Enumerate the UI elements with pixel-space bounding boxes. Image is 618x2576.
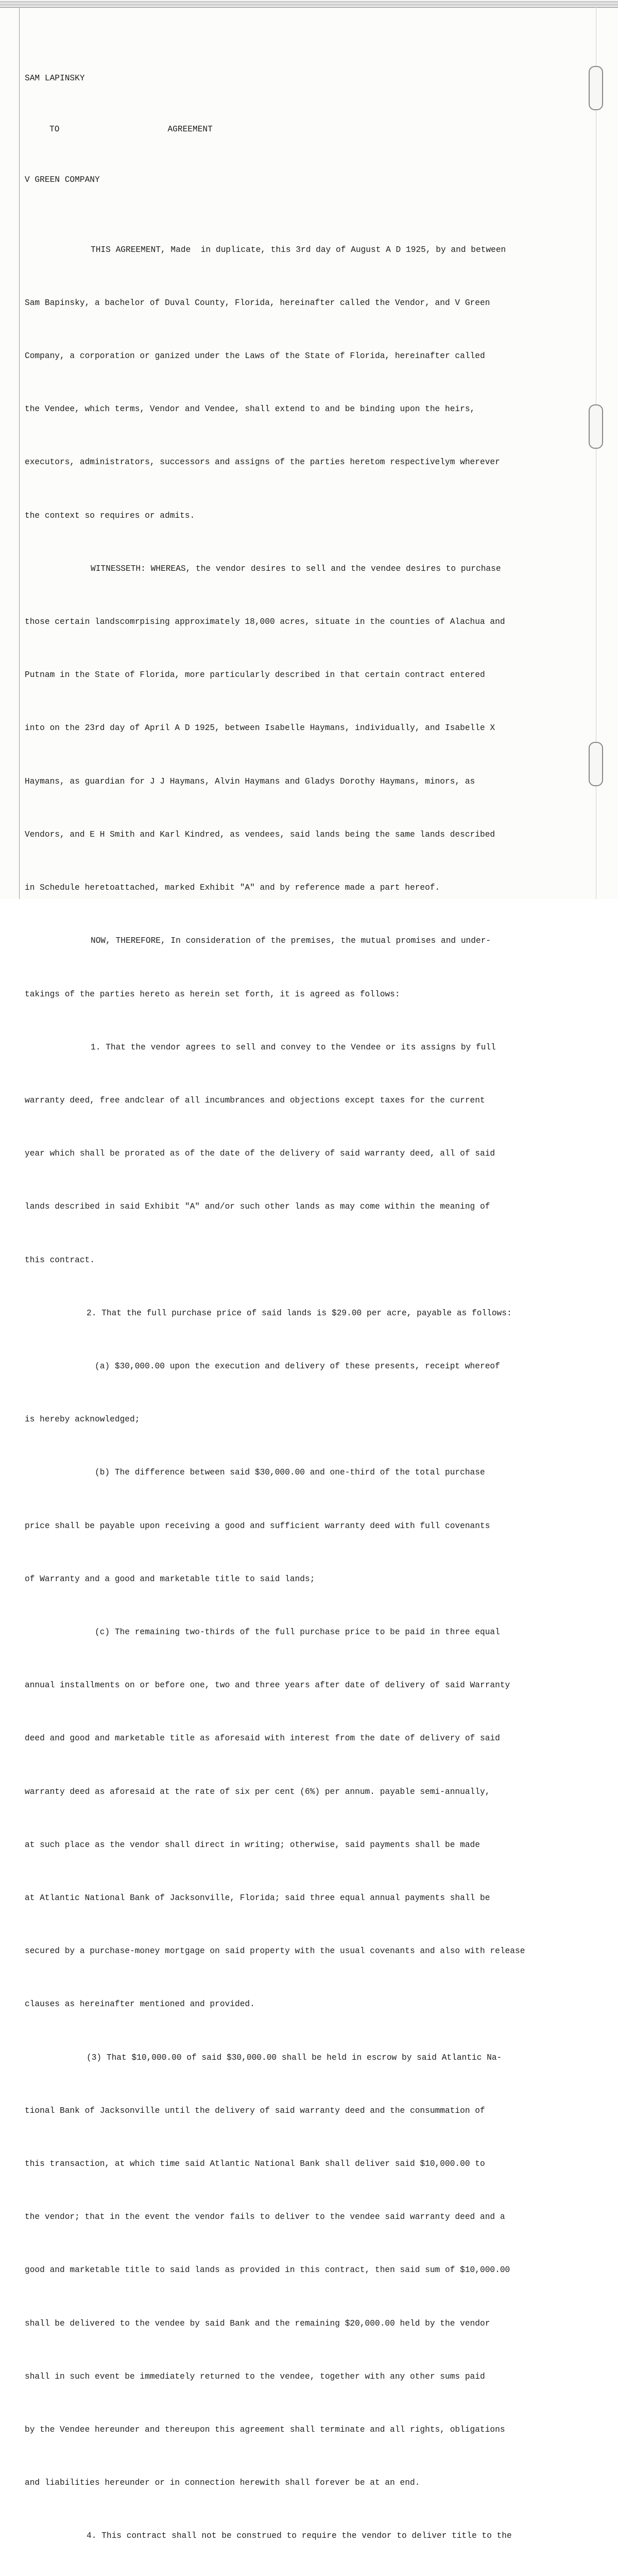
top-edge-band [0,0,618,8]
text-line: (c) The remaining two-thirds of the full purchase price to be paid in three equal [95,1627,500,1637]
text-line: Haymans, as guardian for J J Haymans, Alvin Haymans and Gladys Dorothy Haymans, minors, as [25,776,475,786]
text-line: at such place as the vendor shall direct in writing; otherwise, said payments shall be made [25,1840,480,1850]
text-line: of Warranty and a good and marketable title to said lands; [25,1574,315,1584]
text-line: annual installments on or before one, two and three years after date of delivery of said Warranty [25,1681,510,1690]
text-line: into on the 23rd day of April A D 1925, between Isabelle Haymans, individually, and Isabelle X [25,723,495,733]
text-line: clauses as hereinafter mentioned and provided. [25,1999,255,2009]
text-line: and liabilities hereunder or in connection herewith shall forever be at an end. [25,2478,420,2488]
text-line: shall be delivered to the vendee by said Bank and the remaining $20,000.00 held by the vendor [25,2318,490,2328]
text-line: (b) The difference between said $30,000.00 and one-third of the total purchase [95,1468,485,1478]
to-word: TO [49,124,60,134]
text-line: Company, a corporation or ganized under the Laws of the State of Florida, hereinafter called [25,351,485,361]
party-to: V GREEN COMPANY [25,175,100,185]
text-line: takings of the parties hereto as herein set forth, it is agreed as follows: [25,989,400,999]
text-line: this contract. [25,1255,95,1265]
punch-hole [589,404,603,449]
text-line: at Atlantic National Bank of Jacksonville, Florida; said three equal annual payments shall be [25,1893,490,1903]
text-line: is hereby acknowledged; [25,1415,140,1425]
text-line: Sam Bapinsky, a bachelor of Duval County, Florida, hereinafter called the Vendor, and V Green [25,298,490,308]
text-line: tional Bank of Jacksonville until the delivery of said warranty deed and the consummation of [25,2106,485,2115]
text-line: this transaction, at which time said Atlantic National Bank shall deliver said $10,000.00 to [25,2159,485,2168]
text-line: warranty deed, free andclear of all incumbrances and objections except taxes for the current [25,1095,485,1105]
text-line: (3) That $10,000.00 of said $30,000.00 shall be held in escrow by said Atlantic Na- [87,2053,502,2062]
text-line: the context so requires or admits. [25,511,195,520]
text-line: NOW, THEREFORE, In consideration of the premises, the mutual promises and under- [91,936,491,946]
text-line: warranty deed as aforesaid at the rate of six per cent (6%) per annum. payable semi-annually, [25,1787,490,1797]
text-line: (a) $30,000.00 upon the execution and delivery of these presents, receipt whereof [95,1361,500,1371]
text-line: THIS AGREEMENT, Made in duplicate, this 3rd day of August A D 1925, by and between [91,245,506,255]
text-line: by the Vendee hereunder and thereupon this agreement shall terminate and all rights, obligations [25,2425,505,2434]
text-line: deed and good and marketable title as aforesaid with interest from the date of delivery of said [25,1734,500,1743]
agreement-text [25,35,581,2576]
text-line: executors, administrators, successors and assigns of the parties heretom respectivelym wherever [25,457,500,467]
text-line: lands described in said Exhibit "A" and/or such other lands as may come within the meaning of [25,1202,490,1212]
text-line: Putnam in the State of Florida, more particularly described in that certain contract entered [25,670,485,680]
text-line: the Vendee, which terms, Vendor and Vendee, shall extend to and be binding upon the heirs, [25,404,475,414]
text-line: shall in such event be immediately returned to the vendee, together with any other sums paid [25,2371,485,2381]
document-title: AGREEMENT [167,124,213,134]
left-margin-rule [19,7,20,899]
text-line: 4. This contract shall not be construed to require the vendor to deliver title to the [87,2531,512,2541]
heading-line [25,122,581,137]
text-line: the vendor; that in the event the vendor fails to deliver to the vendee said warranty deed and a [25,2212,505,2222]
text-line: year which shall be prorated as of the date of the delivery of said warranty deed, all of said [25,1149,495,1159]
text-line: in Schedule heretoattached, marked Exhibit "A" and by reference made a part hereof. [25,883,440,893]
text-line: WITNESSETH: WHEREAS, the vendor desires to sell and the vendee desires to purchase [91,564,501,573]
text-line: Vendors, and E H Smith and Karl Kindred, as vendees, said lands being the same lands described [25,829,495,839]
text-line: those certain landscomrpising approximately 18,000 acres, situate in the counties of Alachua and [25,617,505,627]
punch-hole [589,66,603,110]
punch-hole [589,742,603,786]
text-line: 2. That the full purchase price of said lands is $29.00 per acre, payable as follows: [87,1308,512,1318]
text-line: 1. That the vendor agrees to sell and convey to the Vendee or its assigns by full [91,1042,496,1052]
text-line: price shall be payable upon receiving a good and sufficient warranty deed with full covenants [25,1521,490,1531]
text-line: good and marketable title to said lands as provided in this contract, then said sum of $10,000.00 [25,2265,510,2275]
party-from: SAM LAPINSKY [25,73,85,83]
text-line: secured by a purchase-money mortgage on said property with the usual covenants and also with release [25,1946,525,1956]
